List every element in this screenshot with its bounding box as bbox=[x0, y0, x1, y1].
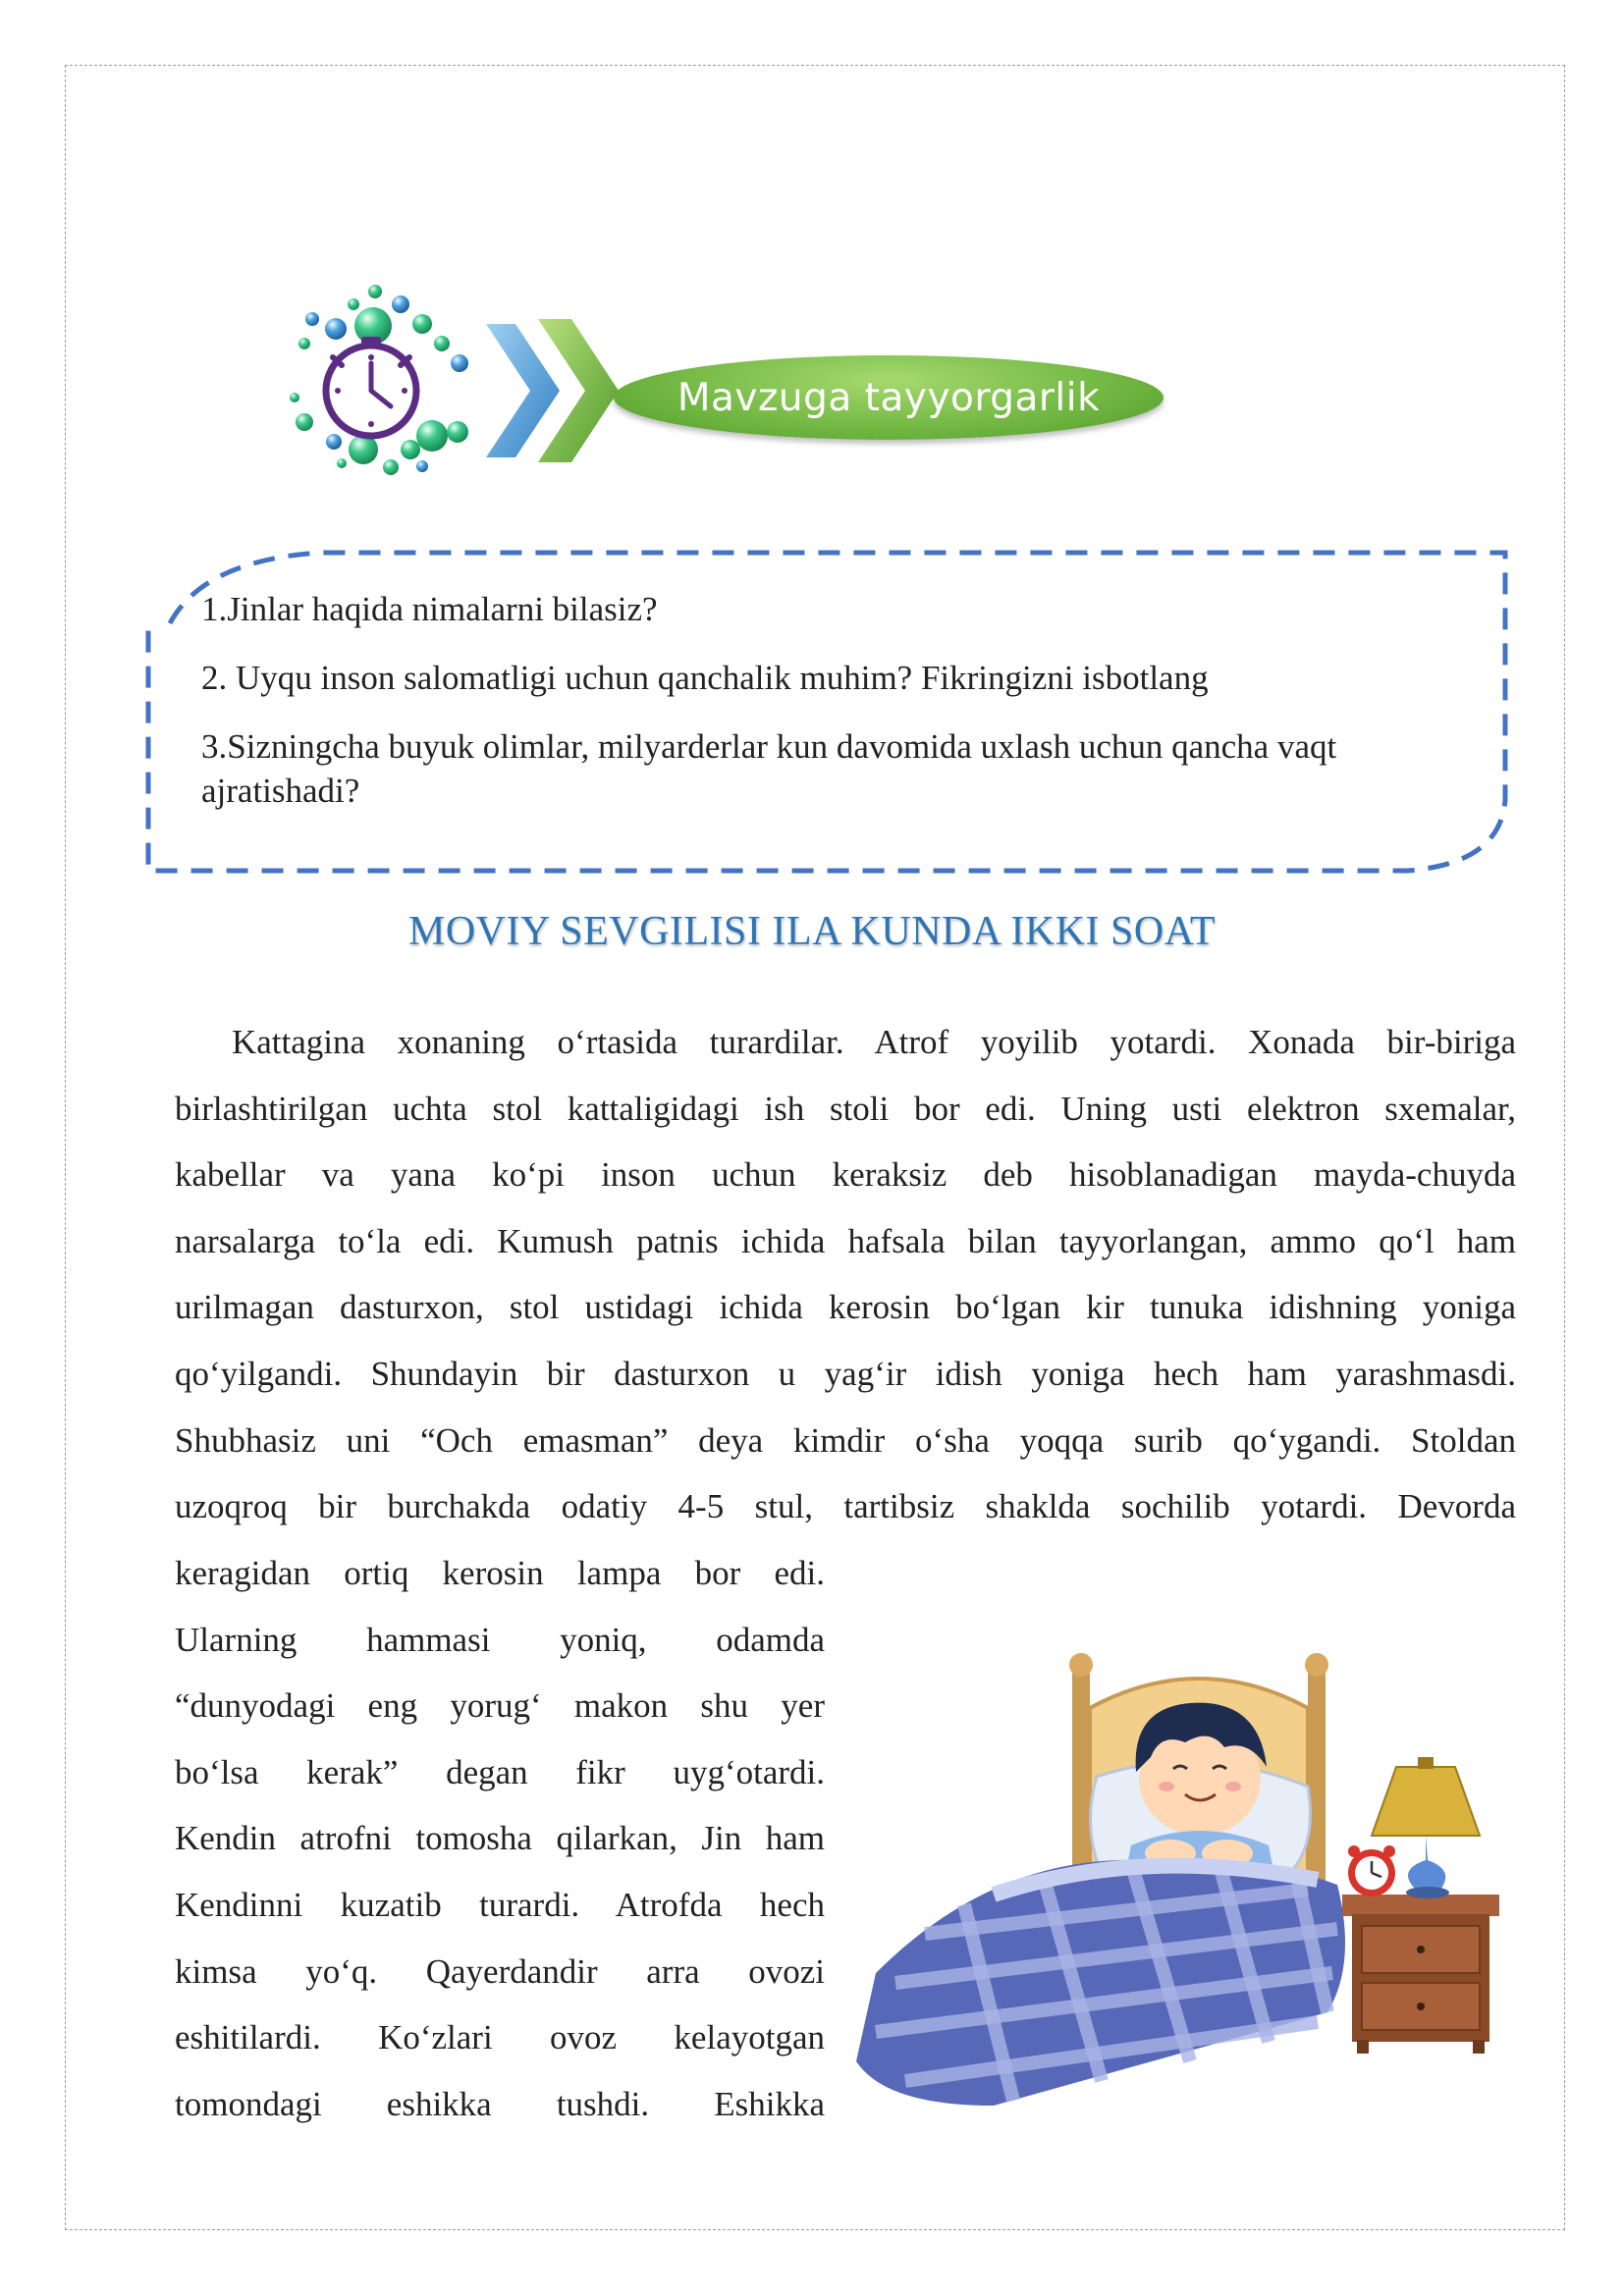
wrapped-line: tomondagi eshikka tushdi. Eshikka bbox=[175, 2084, 825, 2123]
topic-label: Mavzuga tayyorgarlik bbox=[677, 375, 1101, 420]
paragraph-line: birlashtirilgan uchta stol kattaligidagi ish stoli bor edi. Uning usti elektron sxemalar, bbox=[175, 1089, 1516, 1128]
sleeping-boy-illustration bbox=[846, 1649, 1534, 2110]
paragraph-line: kabellar va yana ko‘pi inson uchun keraksiz deb hisoblanadigan mayda-chuyda bbox=[175, 1155, 1516, 1195]
question-1: 1.Jinlar haqida nimalarni bilasiz? bbox=[201, 590, 658, 628]
blue-chevron bbox=[486, 324, 560, 457]
paragraph-line: Kattagina xonaning o‘rtasida turardilar. Atrof yoyilib yotardi. Xonada bir-biriga bbox=[232, 1023, 1516, 1061]
paragraph-line: qo‘yilgandi. Shundayin bir dasturxon u yag‘ir idish yoniga hech ham yarashmasdi. bbox=[175, 1354, 1516, 1393]
nightstand bbox=[1342, 1895, 1499, 2054]
wrapped-line: eshitilardi. Ko‘zlari ovoz kelayotgan bbox=[175, 2018, 825, 2057]
story-paragraph-wrapped bbox=[175, 1540, 825, 2137]
paragraph-line: urilmagan dasturxon, stol ustidagi ichida kerosin bo‘lgan kir tunuka idishning yoniga bbox=[175, 1288, 1516, 1327]
wrapped-line: keragidan ortiq kerosin lampa bor edi. bbox=[175, 1554, 825, 1592]
question-2: 2. Uyqu inson salomatligi uchun qanchalik muhim? Fikringizni isbotlang bbox=[201, 659, 1209, 697]
wrapped-line: Kendin atrofni tomosha qilarkan, Jin ham bbox=[175, 1819, 825, 1858]
wrapped-line: Kendinni kuzatib turardi. Atrofda hech bbox=[175, 1885, 825, 1924]
wrapped-line: Ularning hammasi yoniq, odamda bbox=[175, 1620, 825, 1659]
paragraph-line: narsalarga to‘la edi. Kumush patnis ichida hafsala bilan tayyorlangan, ammo qo‘l ham bbox=[175, 1221, 1516, 1260]
question-3: 3.Sizningcha buyuk olimlar, milyarderlar kun davomida uxlash uchun qancha vaqt ajratishadi? bbox=[201, 727, 1337, 810]
story-title: MOVIY SEVGILISI ILA KUNDA IKKI SOAT bbox=[407, 909, 1217, 954]
topic-banner bbox=[614, 355, 1164, 440]
alarm-clock-icon bbox=[1348, 1845, 1395, 1896]
clock-icon bbox=[326, 337, 416, 436]
wrapped-line: bo‘lsa kerak” degan fikr uyg‘otardi. bbox=[175, 1752, 825, 1791]
paragraph-line: uzoqroq bir burchakda odatiy 4-5 stul, tartibsiz shaklda sochilib yotardi. Devorda bbox=[175, 1487, 1516, 1526]
wrapped-line: “dunyodagi eng yorug‘ makon shu yer bbox=[175, 1686, 825, 1726]
paragraph-line: Shubhasiz uni “Och emasman” deya kimdir o‘sha yoqqa surib qo‘ygandi. Stoldan bbox=[175, 1420, 1516, 1460]
wrapped-line: kimsa yo‘q. Qayerdandir arra ovozi bbox=[175, 1951, 825, 1991]
story-paragraph bbox=[175, 1009, 1516, 1540]
questions-list bbox=[201, 587, 1438, 837]
blanket bbox=[856, 1859, 1345, 2106]
